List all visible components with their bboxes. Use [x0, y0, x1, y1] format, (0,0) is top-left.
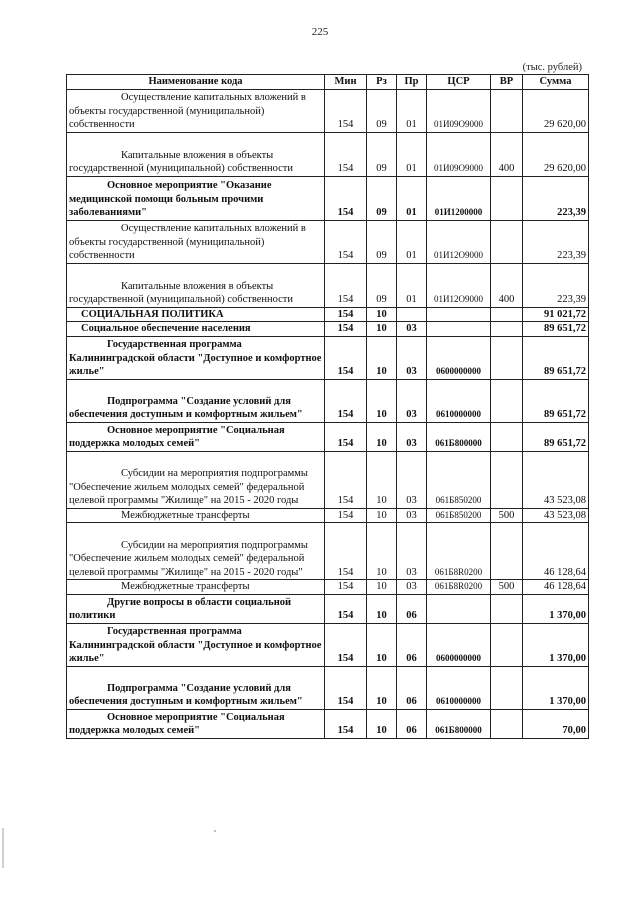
row-rz: 09 [367, 220, 397, 263]
row-min: 154 [325, 451, 367, 508]
row-pr: 01 [397, 132, 427, 176]
header-sum: Сумма [523, 75, 589, 90]
row-min: 154 [325, 379, 367, 422]
row-pr: 06 [397, 709, 427, 738]
table-row [67, 220, 589, 263]
row-name: Социальное обеспечение населения [67, 322, 325, 337]
row-rz: 09 [367, 263, 397, 307]
header-csr: ЦСР [427, 75, 491, 90]
table-row [67, 322, 589, 337]
row-csr: 0610000000 [427, 666, 491, 709]
row-pr: 03 [397, 336, 427, 379]
row-name: Капитальные вложения в объекты государственной (муниципальной) собственности [67, 132, 325, 176]
row-sum: 89 651,72 [523, 422, 589, 451]
table-row [67, 580, 589, 595]
row-pr [397, 307, 427, 322]
header-min: Мин [325, 75, 367, 90]
row-pr: 01 [397, 220, 427, 263]
row-name: СОЦИАЛЬНАЯ ПОЛИТИКА [67, 307, 325, 322]
row-vr: 400 [491, 263, 523, 307]
row-pr: 06 [397, 594, 427, 623]
table-row [67, 89, 589, 132]
table-row [67, 379, 589, 422]
row-min: 154 [325, 220, 367, 263]
row-min: 154 [325, 623, 367, 666]
table-row [67, 176, 589, 220]
table-header-row [67, 75, 589, 90]
row-pr: 03 [397, 451, 427, 508]
row-csr [427, 594, 491, 623]
row-rz: 10 [367, 523, 397, 580]
row-min: 154 [325, 523, 367, 580]
table-row [67, 307, 589, 322]
row-name: Межбюджетные трансферты [67, 580, 325, 595]
row-name: Государственная программа Калининградской области "Доступное и комфортное жилье" [67, 336, 325, 379]
table-row [67, 594, 589, 623]
row-min: 154 [325, 709, 367, 738]
row-vr [491, 594, 523, 623]
row-csr: 01И09О9000 [427, 89, 491, 132]
row-csr [427, 307, 491, 322]
row-pr: 01 [397, 89, 427, 132]
row-csr: 061Б8R0200 [427, 523, 491, 580]
row-pr: 06 [397, 666, 427, 709]
row-csr: 0600000000 [427, 623, 491, 666]
row-name: Осуществление капитальных вложений в объекты государственной (муниципальной) собственности [67, 220, 325, 263]
table-row [67, 709, 589, 738]
row-min: 154 [325, 89, 367, 132]
units-label: (тыс. рублей) [522, 62, 582, 73]
row-csr: 01И1200000 [427, 176, 491, 220]
table-row [67, 422, 589, 451]
row-sum: 70,00 [523, 709, 589, 738]
row-min: 154 [325, 132, 367, 176]
row-rz: 10 [367, 379, 397, 422]
row-pr: 01 [397, 263, 427, 307]
row-vr [491, 379, 523, 422]
row-csr: 061Б8R0200 [427, 580, 491, 595]
row-rz: 10 [367, 623, 397, 666]
budget-table [66, 74, 589, 739]
row-vr [491, 623, 523, 666]
row-rz: 10 [367, 666, 397, 709]
header-name: Наименование кода [67, 75, 325, 90]
row-pr: 03 [397, 422, 427, 451]
table-row [67, 132, 589, 176]
row-rz: 10 [367, 508, 397, 523]
row-sum: 29 620,00 [523, 132, 589, 176]
row-min: 154 [325, 594, 367, 623]
row-csr: 01И09О9000 [427, 132, 491, 176]
row-csr: 01И12О9000 [427, 263, 491, 307]
row-sum: 46 128,64 [523, 523, 589, 580]
row-rz: 09 [367, 89, 397, 132]
row-csr: 061Б850200 [427, 508, 491, 523]
row-min: 154 [325, 336, 367, 379]
row-rz: 10 [367, 709, 397, 738]
row-vr [491, 422, 523, 451]
row-min: 154 [325, 580, 367, 595]
row-min: 154 [325, 307, 367, 322]
header-pr: Пр [397, 75, 427, 90]
row-csr: 061Б850200 [427, 451, 491, 508]
header-vr: ВР [491, 75, 523, 90]
row-rz: 10 [367, 451, 397, 508]
row-csr: 061Б800000 [427, 422, 491, 451]
table-row [67, 623, 589, 666]
row-min: 154 [325, 322, 367, 337]
row-name: Другие вопросы в области социальной политики [67, 594, 325, 623]
row-pr: 03 [397, 580, 427, 595]
row-csr: 01И12О9000 [427, 220, 491, 263]
table-row [67, 508, 589, 523]
row-sum: 91 021,72 [523, 307, 589, 322]
table-row [67, 263, 589, 307]
row-rz: 10 [367, 307, 397, 322]
row-sum: 43 523,08 [523, 451, 589, 508]
row-csr: 0610000000 [427, 379, 491, 422]
row-vr [491, 451, 523, 508]
row-name: Основное мероприятие "Оказание медицинской помощи больным прочими заболеваниями" [67, 176, 325, 220]
row-sum: 29 620,00 [523, 89, 589, 132]
row-vr [491, 709, 523, 738]
row-rz: 10 [367, 422, 397, 451]
row-sum: 1 370,00 [523, 623, 589, 666]
row-name: Подпрограмма "Создание условий для обеспечения доступным и комфортным жильем" [67, 379, 325, 422]
row-pr: 03 [397, 322, 427, 337]
row-rz: 10 [367, 322, 397, 337]
row-pr: 03 [397, 523, 427, 580]
table-row [67, 451, 589, 508]
table-row [67, 336, 589, 379]
row-min: 154 [325, 666, 367, 709]
table-row [67, 523, 589, 580]
row-rz: 09 [367, 132, 397, 176]
scan-speck [214, 830, 216, 832]
row-vr [491, 220, 523, 263]
row-rz: 10 [367, 336, 397, 379]
row-pr: 03 [397, 508, 427, 523]
row-sum: 1 370,00 [523, 666, 589, 709]
row-vr [491, 307, 523, 322]
row-sum: 89 651,72 [523, 379, 589, 422]
row-vr: 500 [491, 580, 523, 595]
row-name: Межбюджетные трансферты [67, 508, 325, 523]
row-sum: 223,39 [523, 176, 589, 220]
row-name: Основное мероприятие "Социальная поддержка молодых семей" [67, 422, 325, 451]
row-vr [491, 523, 523, 580]
row-vr [491, 176, 523, 220]
row-rz: 10 [367, 594, 397, 623]
row-vr [491, 336, 523, 379]
row-name: Субсидии на мероприятия подпрограммы "Обеспечение жильем молодых семей" федеральной целевой программы "Жилище" на 2015 - 2020 годы [67, 451, 325, 508]
row-name: Основное мероприятие "Социальная поддержка молодых семей" [67, 709, 325, 738]
row-min: 154 [325, 263, 367, 307]
row-sum: 223,39 [523, 220, 589, 263]
row-name: Государственная программа Калининградской области "Доступное и комфортное жилье" [67, 623, 325, 666]
row-csr: 0600000000 [427, 336, 491, 379]
row-pr: 03 [397, 379, 427, 422]
row-name: Субсидии на мероприятия подпрограммы "Обеспечение жильем молодых семей" федеральной целевой программы "Жилище" на 2015 - 2020 годы" [67, 523, 325, 580]
row-min: 154 [325, 176, 367, 220]
row-sum: 89 651,72 [523, 322, 589, 337]
row-name: Подпрограмма "Создание условий для обеспечения доступным и комфортным жильем" [67, 666, 325, 709]
row-rz: 10 [367, 580, 397, 595]
row-min: 154 [325, 422, 367, 451]
table-row [67, 666, 589, 709]
row-vr [491, 322, 523, 337]
row-sum: 89 651,72 [523, 336, 589, 379]
scan-margin-mark [2, 828, 4, 868]
row-vr: 500 [491, 508, 523, 523]
page-number: 225 [311, 26, 329, 38]
row-name: Осуществление капитальных вложений в объекты государственной (муниципальной) собственности [67, 89, 325, 132]
row-csr [427, 322, 491, 337]
row-vr [491, 666, 523, 709]
row-sum: 1 370,00 [523, 594, 589, 623]
row-name: Капитальные вложения в объекты государственной (муниципальной) собственности [67, 263, 325, 307]
header-rz: Рз [367, 75, 397, 90]
row-pr: 01 [397, 176, 427, 220]
row-csr: 061Б800000 [427, 709, 491, 738]
row-sum: 223,39 [523, 263, 589, 307]
row-vr [491, 89, 523, 132]
row-sum: 46 128,64 [523, 580, 589, 595]
row-rz: 09 [367, 176, 397, 220]
row-sum: 43 523,08 [523, 508, 589, 523]
row-min: 154 [325, 508, 367, 523]
row-pr: 06 [397, 623, 427, 666]
row-vr: 400 [491, 132, 523, 176]
